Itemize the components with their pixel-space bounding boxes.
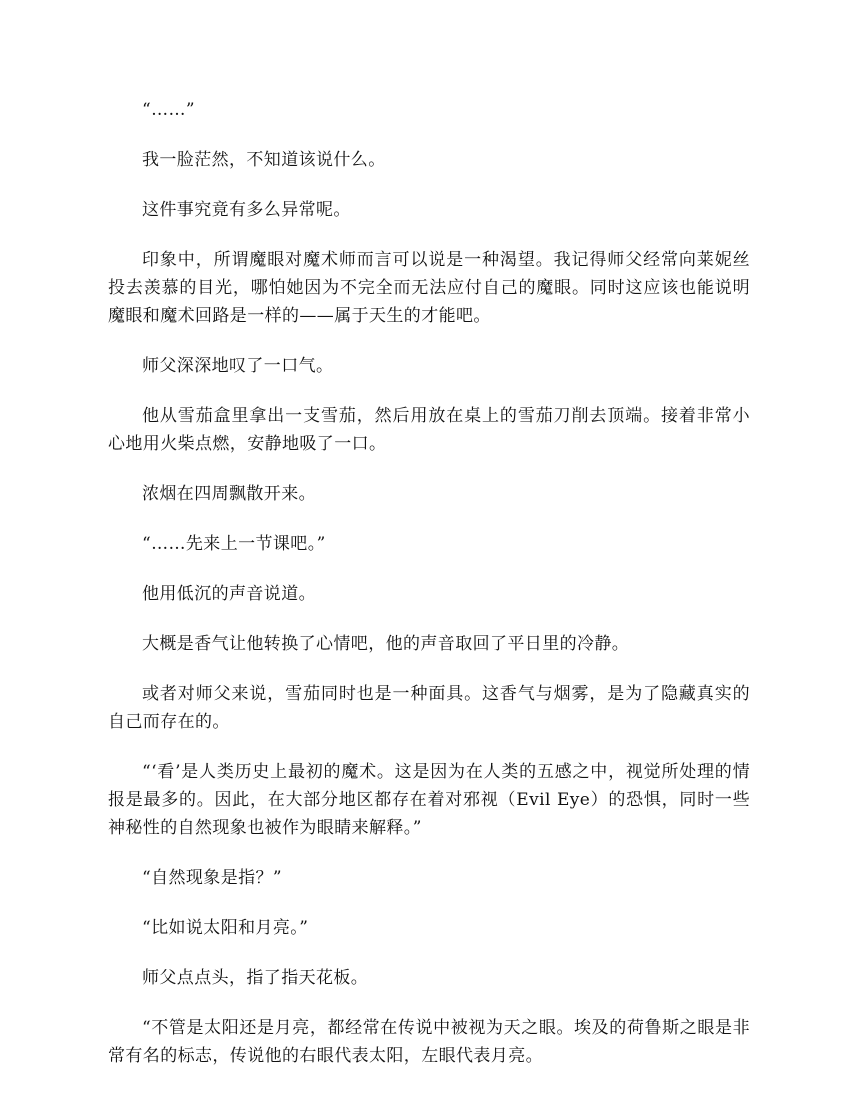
paragraph-mystic-eyes-impression: 印象中，所谓魔眼对魔术师而言可以说是一种渴望。我记得师父经常向莱妮丝投去羡慕的目光，哪怕她因为不完全而无法应付自己的魔眼。同时这应该也能说明魔眼和魔术回路是一样的——属于天生的才能吧。 xyxy=(108,250,750,326)
paragraph-point-ceiling: 师父点点头，指了指天花板。 xyxy=(142,968,369,988)
paragraph-natural-phenomena-question: “自然现象是指？” xyxy=(142,868,282,888)
paragraph-lesson-quote: “……先来上一节课吧。” xyxy=(142,534,326,554)
paragraph-sun-moon: “比如说太阳和月亮。” xyxy=(142,918,309,938)
paragraph-calm-voice: 大概是香气让他转换了心情吧，他的声音取回了平日里的冷静。 xyxy=(142,634,630,654)
paragraph-sigh: 师父深深地叹了一口气。 xyxy=(142,356,334,376)
paragraph-confused: 我一脸茫然，不知道该说什么。 xyxy=(142,150,386,170)
paragraph-seeing-magic: “‘看’是人类历史上最初的魔术。这是因为在人类的五感之中，视觉所处理的情报是最多的。因此，在大部分地区都存在着对邪视（Evil Eye）的恐惧，同时一些神秘性的自然现象也被作为眼睛来解释。” xyxy=(108,762,750,838)
paragraph-smoke: 浓烟在四周飘散开来。 xyxy=(142,484,316,504)
paragraph-how-abnormal: 这件事究竟有多么异常呢。 xyxy=(142,200,351,220)
paragraph-eye-of-horus: “不管是太阳还是月亮，都经常在传说中被视为天之眼。埃及的荷鲁斯之眼是非常有名的标志，传说他的右眼代表太阳，左眼代表月亮。 xyxy=(108,1018,750,1066)
paragraph-low-voice: 他用低沉的声音说道。 xyxy=(142,584,316,604)
paragraph-cigar: 他从雪茄盒里拿出一支雪茄，然后用放在桌上的雪茄刀削去顶端。接着非常小心地用火柴点燃，安静地吸了一口。 xyxy=(108,406,750,454)
paragraph-ellipsis-quote: “……” xyxy=(142,100,195,120)
paragraph-mask: 或者对师父来说，雪茄同时也是一种面具。这香气与烟雾，是为了隐藏真实的自己而存在的。 xyxy=(108,684,750,732)
